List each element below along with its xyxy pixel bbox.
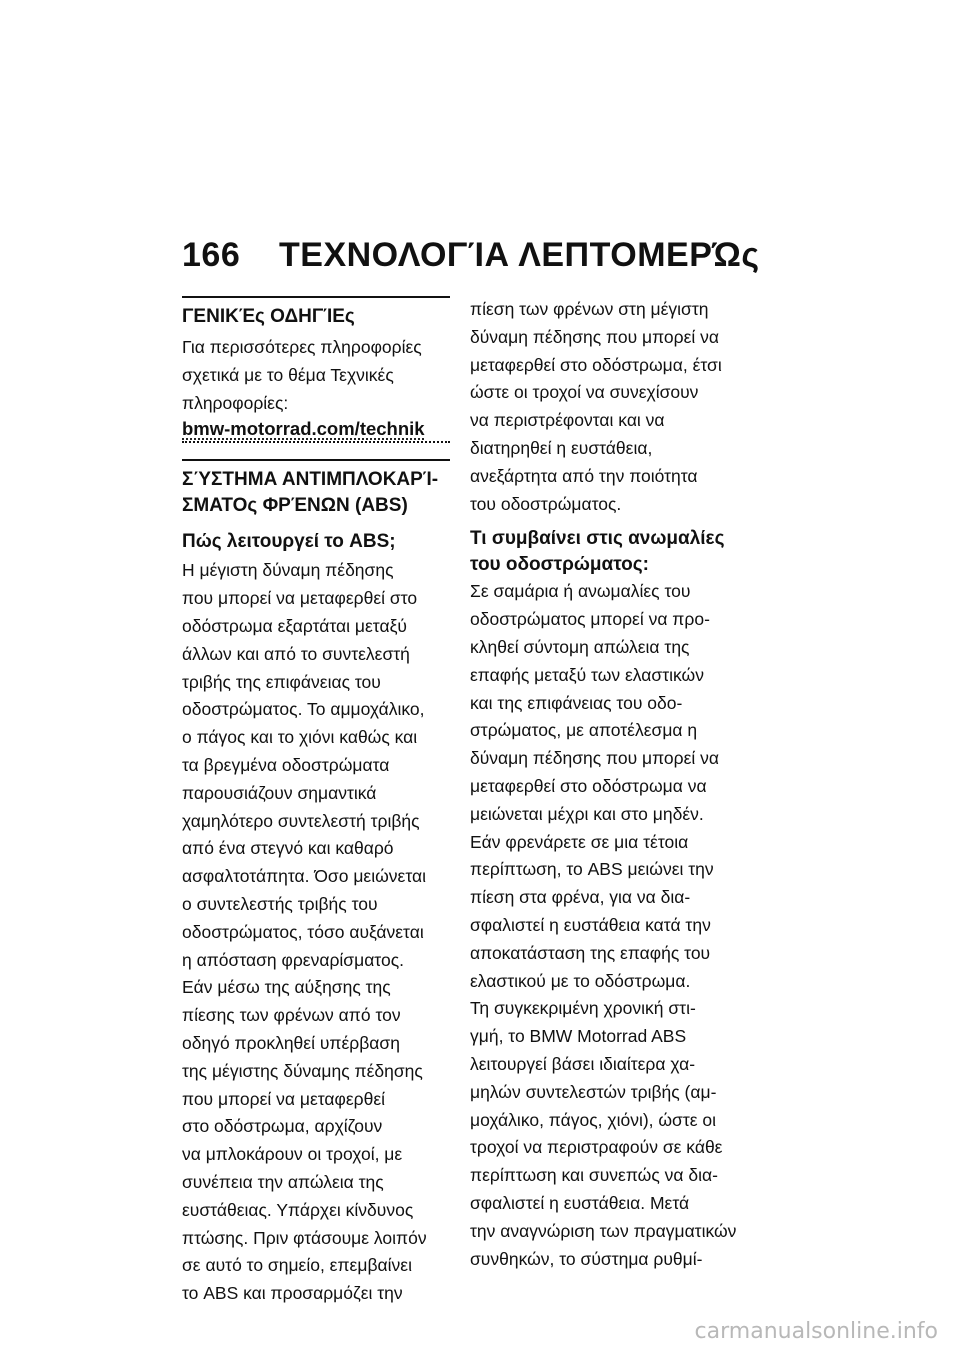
- text-line: πίεση στα φρένα, για να δια-: [470, 887, 691, 908]
- road-surface-title: [470, 526, 738, 578]
- text-line: ώστε οι τροχοί να συνεχίσουν: [470, 382, 699, 403]
- text-line: τροχοί να περιστραφούν σε κάθε: [470, 1137, 723, 1158]
- text-line: Τη συγκεκριμένη χρονική στι-: [470, 998, 696, 1019]
- general-notes-title: ΓΕΝΙΚΈς ΟΔΗΓΊΕς: [182, 306, 355, 327]
- text-line: πληροφορίες:: [182, 392, 289, 413]
- text-line: γμή, το BMW Motorrad ABS: [470, 1026, 687, 1047]
- text-line: σε αυτό το σημείο, επεμβαίνει: [182, 1255, 412, 1276]
- text-line: λειτουργεί βάσει ιδιαίτερα χα-: [470, 1053, 696, 1074]
- text-line: Για περισσότερες πληροφορίες: [182, 337, 422, 357]
- right-column: [470, 296, 738, 1273]
- text-line: πτώσης. Πριν φτάσουμε λοιπόν: [182, 1227, 427, 1248]
- text-line: από ένα στεγνό και καθαρό: [182, 838, 394, 859]
- text-line: να μπλοκάρουν οι τροχοί, με: [182, 1144, 403, 1165]
- watermark: carmanualsonline.info: [694, 1319, 938, 1344]
- text-line: Εάν μέσω της αύξησης της: [182, 977, 391, 998]
- text-line: ανεξάρτητα από την ποιότητα: [470, 465, 698, 486]
- road-surface-body: [470, 578, 738, 1273]
- question-title-line: Τι συμβαίνει στις ανωμαλίες: [470, 528, 725, 550]
- text-line: συνέπεια την απώλεια της: [182, 1171, 384, 1192]
- text-line: μειώνεται μέχρι και στο μηδέν.: [470, 803, 704, 824]
- abs-body-text: [182, 557, 450, 1308]
- section-rule: [182, 296, 450, 298]
- text-line: σφαλιστεί η ευστάθεια κατά την: [470, 914, 711, 935]
- text-line: παρουσιάζουν σημαντικά: [182, 782, 377, 803]
- text-line: διατηρηθεί η ευστάθεια,: [470, 437, 653, 458]
- text-line: περίπτωση, το ABS μειώνει την: [470, 859, 714, 880]
- text-line: που μπορεί να μεταφερθεί: [182, 1088, 386, 1109]
- text-line: χαμηλότερο συντελεστή τριβής: [182, 810, 420, 831]
- text-line: ελαστικού με το οδόστρωμα.: [470, 970, 691, 991]
- text-line: μηλών συντελεστών τριβής (αμ-: [470, 1081, 717, 1102]
- text-line: που μπορεί να μεταφερθεί στο: [182, 588, 418, 609]
- text-line: συνθηκών, το σύστημα ρυθμί-: [470, 1248, 703, 1269]
- text-line: στρώματος, με αποτέλεσμα η: [470, 720, 698, 741]
- text-line: στο οδόστρωμα, αρχίζουν: [182, 1116, 383, 1137]
- text-line: άλλων και από το συντελεστή: [182, 643, 410, 664]
- how-abs-works-title: Πώς λειτουργεί το ABS;: [182, 531, 396, 553]
- text-line: πίεση των φρένων στη μέγιστη: [470, 299, 709, 319]
- text-line: του οδοστρώματος.: [470, 493, 622, 514]
- text-line: τριβής της επιφάνειας του: [182, 671, 381, 692]
- text-line: η απόσταση φρεναρίσματος.: [182, 949, 405, 970]
- page-header: [182, 236, 782, 286]
- text-line: σφαλιστεί η ευστάθεια. Μετά: [470, 1192, 690, 1213]
- text-line: Η μέγιστη δύναμη πέδησης: [182, 560, 394, 581]
- text-line: οδοστρώματος μπορεί να προ-: [470, 609, 710, 630]
- general-notes-text: [182, 334, 450, 417]
- abs-title-line: ΣΎΣΤΗΜΑ ΑΝΤΙΜΠΛΟΚΑΡΊ-: [182, 469, 439, 491]
- continued-text: [470, 296, 738, 518]
- page-number: 166: [182, 236, 241, 274]
- text-line: να περιστρέφονται και να: [470, 410, 665, 431]
- text-line: και της επιφάνειας του οδο-: [470, 692, 683, 713]
- left-column: [182, 296, 450, 1308]
- text-line: δύναμη πέδησης που μπορεί να: [470, 748, 720, 769]
- text-line: περίπτωση και συνεπώς να δια-: [470, 1165, 718, 1186]
- text-line: μοχάλικο, πάγος, χιόνι), ώστε οι: [470, 1109, 717, 1130]
- text-line: οδοστρώματος. Το αμμοχάλικο,: [182, 699, 425, 720]
- technik-link[interactable]: bmw-motorrad.com/technik: [182, 418, 425, 440]
- text-line: κληθεί σύντομη απώλεια της: [470, 636, 690, 657]
- text-line: επαφής μεταξύ των ελαστικών: [470, 664, 704, 685]
- text-line: ο πάγος και το χιόνι καθώς και: [182, 727, 418, 748]
- text-line: σχετικά με το θέμα Τεχνικές: [182, 364, 394, 385]
- text-line: ασφαλτοτάπητα. Όσο μειώνεται: [182, 866, 426, 887]
- text-line: μεταφερθεί στο οδόστρωμα, έτσι: [470, 354, 722, 375]
- text-line: το ABS και προσαρμόζει την: [182, 1283, 403, 1304]
- text-line: Σε σαμάρια ή ανωμαλίες του: [470, 581, 691, 602]
- text-line: της μέγιστης δύναμης πέδησης: [182, 1060, 423, 1081]
- text-line: ευστάθειας. Υπάρχει κίνδυνος: [182, 1199, 414, 1220]
- text-line: μεταφερθεί στο οδόστρωμα να: [470, 775, 707, 796]
- text-line: αποκατάσταση της επαφής του: [470, 942, 711, 963]
- abs-section-title: [182, 467, 450, 519]
- text-line: οδοστρώματος, τόσο αυξάνεται: [182, 921, 424, 942]
- abs-title-line: ΣΜΑΤΟς ΦΡΈΝΩΝ (ABS): [182, 495, 408, 517]
- section-rule: [182, 459, 450, 461]
- text-line: δύναμη πέδησης που μπορεί να: [470, 326, 720, 347]
- text-line: οδόστρωμα εξαρτάται μεταξύ: [182, 615, 407, 636]
- text-line: πίεσης των φρένων από τον: [182, 1005, 401, 1026]
- chapter-title: ΤΕΧΝΟΛΟΓΊΑ ΛΕΠΤΟΜΕΡΏς: [279, 236, 760, 274]
- question-title-line: του οδοστρώματος:: [470, 554, 649, 576]
- text-line: την αναγνώριση των πραγματικών: [470, 1220, 737, 1241]
- text-line: Εάν φρενάρετε σε μια τέτοια: [470, 831, 689, 852]
- text-line: τα βρεγμένα οδοστρώματα: [182, 754, 390, 775]
- text-line: ο συντελεστής τριβής του: [182, 893, 378, 914]
- text-line: οδηγό προκληθεί υπέρβαση: [182, 1032, 400, 1053]
